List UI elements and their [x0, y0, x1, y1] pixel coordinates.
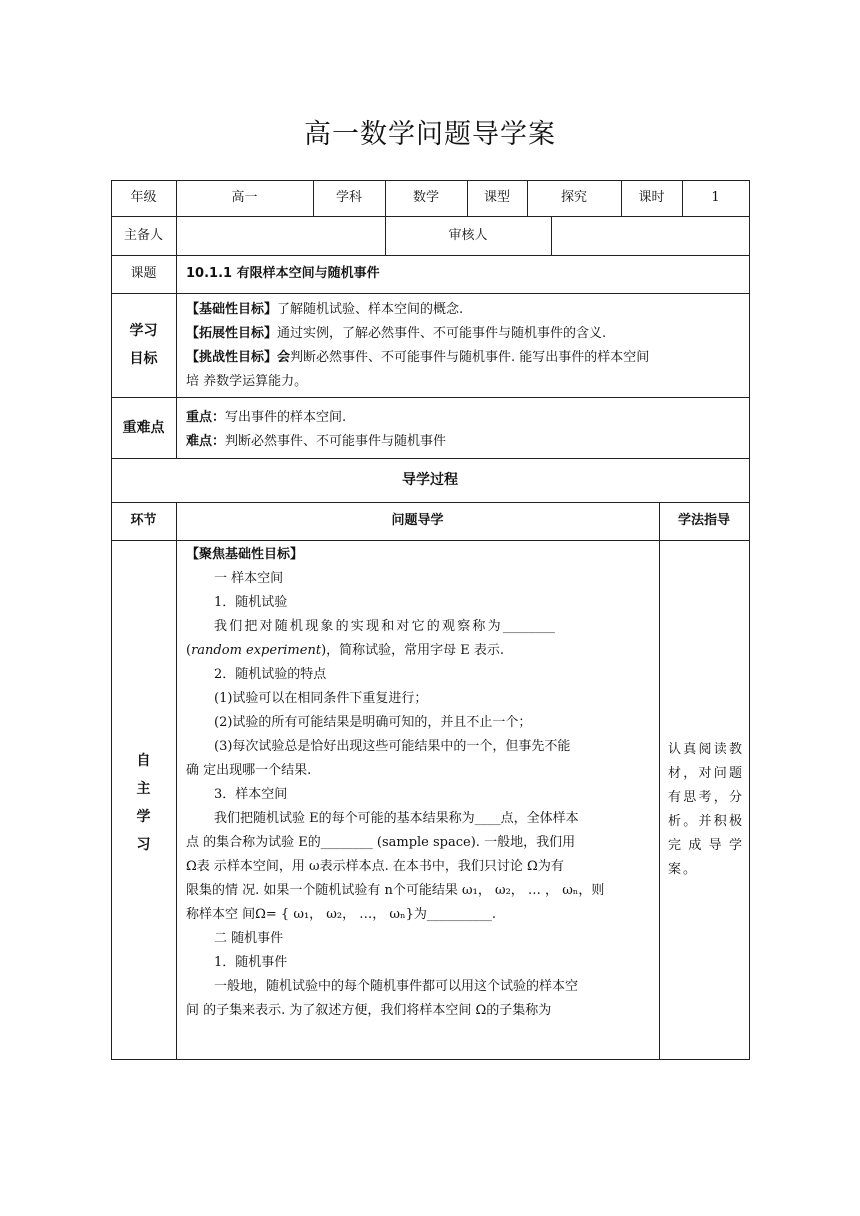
- period-label: 课时: [638, 190, 665, 205]
- stage-char: 习: [136, 837, 151, 853]
- hard-point-tag: 难点：: [186, 434, 226, 449]
- extended-goal: [186, 322, 746, 346]
- difficulty-content: [186, 406, 746, 454]
- col-divider: [659, 502, 660, 1059]
- type-label: 课型: [483, 190, 510, 205]
- topic-label: 课题: [130, 266, 157, 281]
- column-guide: 问题导学: [391, 513, 444, 528]
- goals-label-line2: 目标: [129, 351, 158, 367]
- goals-content: [186, 298, 746, 394]
- preparer-label: 主备人: [123, 227, 163, 243]
- basic-goal-text: 了解随机试验、样本空间的概念.: [277, 302, 464, 317]
- hard-point: [186, 430, 746, 454]
- blank-line: ________: [502, 619, 555, 634]
- paragraph: 称样本空 间Ω= { ω₁， ω₂， …， ωₙ}为__________.: [186, 907, 496, 922]
- basic-goal: [186, 298, 746, 322]
- paragraph: Ω表 示样本空间，用 ω表示样本点. 在本书中，我们只讨论 Ω为有: [186, 859, 564, 874]
- difficulty-label: 重难点: [122, 419, 165, 436]
- paragraph: 一般地，随机试验中的每个随机事件都可以用这个试验的样本空: [214, 979, 579, 994]
- list-item-cont: 确 定出现哪一个结果.: [186, 763, 312, 778]
- period-value: 1: [711, 190, 720, 205]
- row-divider: [111, 293, 750, 294]
- grade-value: 高一: [231, 190, 258, 205]
- section-heading: 一 样本空间: [214, 571, 284, 586]
- subsection-heading: 3．样本空间: [214, 787, 288, 802]
- subsection-heading: 1．随机试验: [214, 595, 288, 610]
- paragraph-text: 我们把对随机现象的实现和对它的观察称为: [214, 619, 503, 634]
- subsection-heading: 2．随机试验的特点: [214, 667, 327, 682]
- document-title: 高一数学问题导学案: [304, 119, 556, 150]
- subject-label: 学科: [335, 190, 362, 205]
- stage-char: 学: [136, 809, 151, 825]
- basic-goal-tag: 【基础性目标】: [186, 302, 278, 317]
- list-item: (2)试验的所有可能结果是明确可知的，并且不止一个；: [214, 715, 532, 730]
- grade-label: 年级: [130, 190, 157, 205]
- key-point-tag: 重点：: [186, 410, 226, 425]
- paragraph: (random experiment)，简称试验，常用字母 E 表示.: [186, 643, 505, 658]
- table-border-bottom: [111, 1059, 750, 1060]
- paragraph: 我们把随机试验 E的每个可能的基本结果称为____点，全体样本: [214, 811, 579, 826]
- challenge-goal-tag: 【挑战性目标】会: [186, 350, 291, 365]
- table-border-right: [749, 180, 750, 1060]
- paragraph-text: ，简称试验，常用字母 E 表示.: [326, 643, 505, 658]
- stage-char: 自: [136, 753, 151, 769]
- method-note: 认真阅读教材，对问题有思考，分析。并积极完成导学案。: [668, 742, 744, 877]
- paragraph: [186, 615, 656, 639]
- challenge-goal: [186, 346, 746, 370]
- row-divider: [111, 540, 750, 541]
- paragraph: 点 的集合称为试验 E的________ (sample space). 一般地，我们用: [186, 835, 576, 850]
- focus-heading: 【聚焦基础性目标】: [186, 547, 304, 562]
- paragraph: 间 的子集来表示. 为了叙述方便，我们将样本空间 Ω的子集称为: [186, 1003, 552, 1018]
- list-item: (3)每次试验总是恰好出现这些可能结果中的一个，但事先不能: [214, 739, 571, 754]
- preparer-value: [176, 216, 385, 255]
- challenge-goal-text: 判断必然事件、不可能事件与随机事件. 能写出事件的样本空间: [290, 350, 650, 365]
- subsection-heading: 1．随机事件: [214, 955, 288, 970]
- section-heading: 二 随机事件: [214, 931, 284, 946]
- challenge-goal-cont: 培 养数学运算能力。: [186, 374, 308, 389]
- key-point: [186, 406, 746, 430]
- stage-char: 主: [136, 781, 151, 797]
- extended-goal-tag: 【拓展性目标】: [186, 326, 278, 341]
- paragraph: 限集的情 况. 如果一个随机试验有 n个可能结果 ω₁， ω₂， … ， ωₙ，则: [186, 883, 605, 898]
- extended-goal-text: 通过实例，了解必然事件、不可能事件与随机事件的含义.: [277, 326, 607, 341]
- english-term: random experiment: [191, 643, 322, 658]
- reviewer-value: [551, 216, 749, 255]
- row-divider: [111, 397, 750, 398]
- row-divider: [111, 255, 750, 256]
- col-divider: [176, 502, 177, 1059]
- goals-label: [111, 293, 176, 397]
- reviewer-label: 审核人: [448, 227, 488, 243]
- list-item: (1)试验可以在相同条件下重复进行；: [214, 691, 428, 706]
- type-value: 探究: [560, 190, 587, 205]
- column-method: 学法指导: [677, 513, 730, 528]
- guide-content: [186, 543, 656, 1023]
- subject-value: 数学: [412, 190, 439, 205]
- stage-label: [111, 740, 176, 866]
- goals-label-line1: 学习: [129, 323, 158, 339]
- topic-value: 10.1.1 有限样本空间与随机事件: [186, 266, 380, 281]
- process-header: 导学过程: [402, 472, 458, 488]
- key-point-text: 写出事件的样本空间.: [225, 410, 347, 425]
- column-stage: 环节: [130, 513, 157, 528]
- hard-point-text: 判断必然事件、不可能事件与随机事件: [225, 434, 447, 449]
